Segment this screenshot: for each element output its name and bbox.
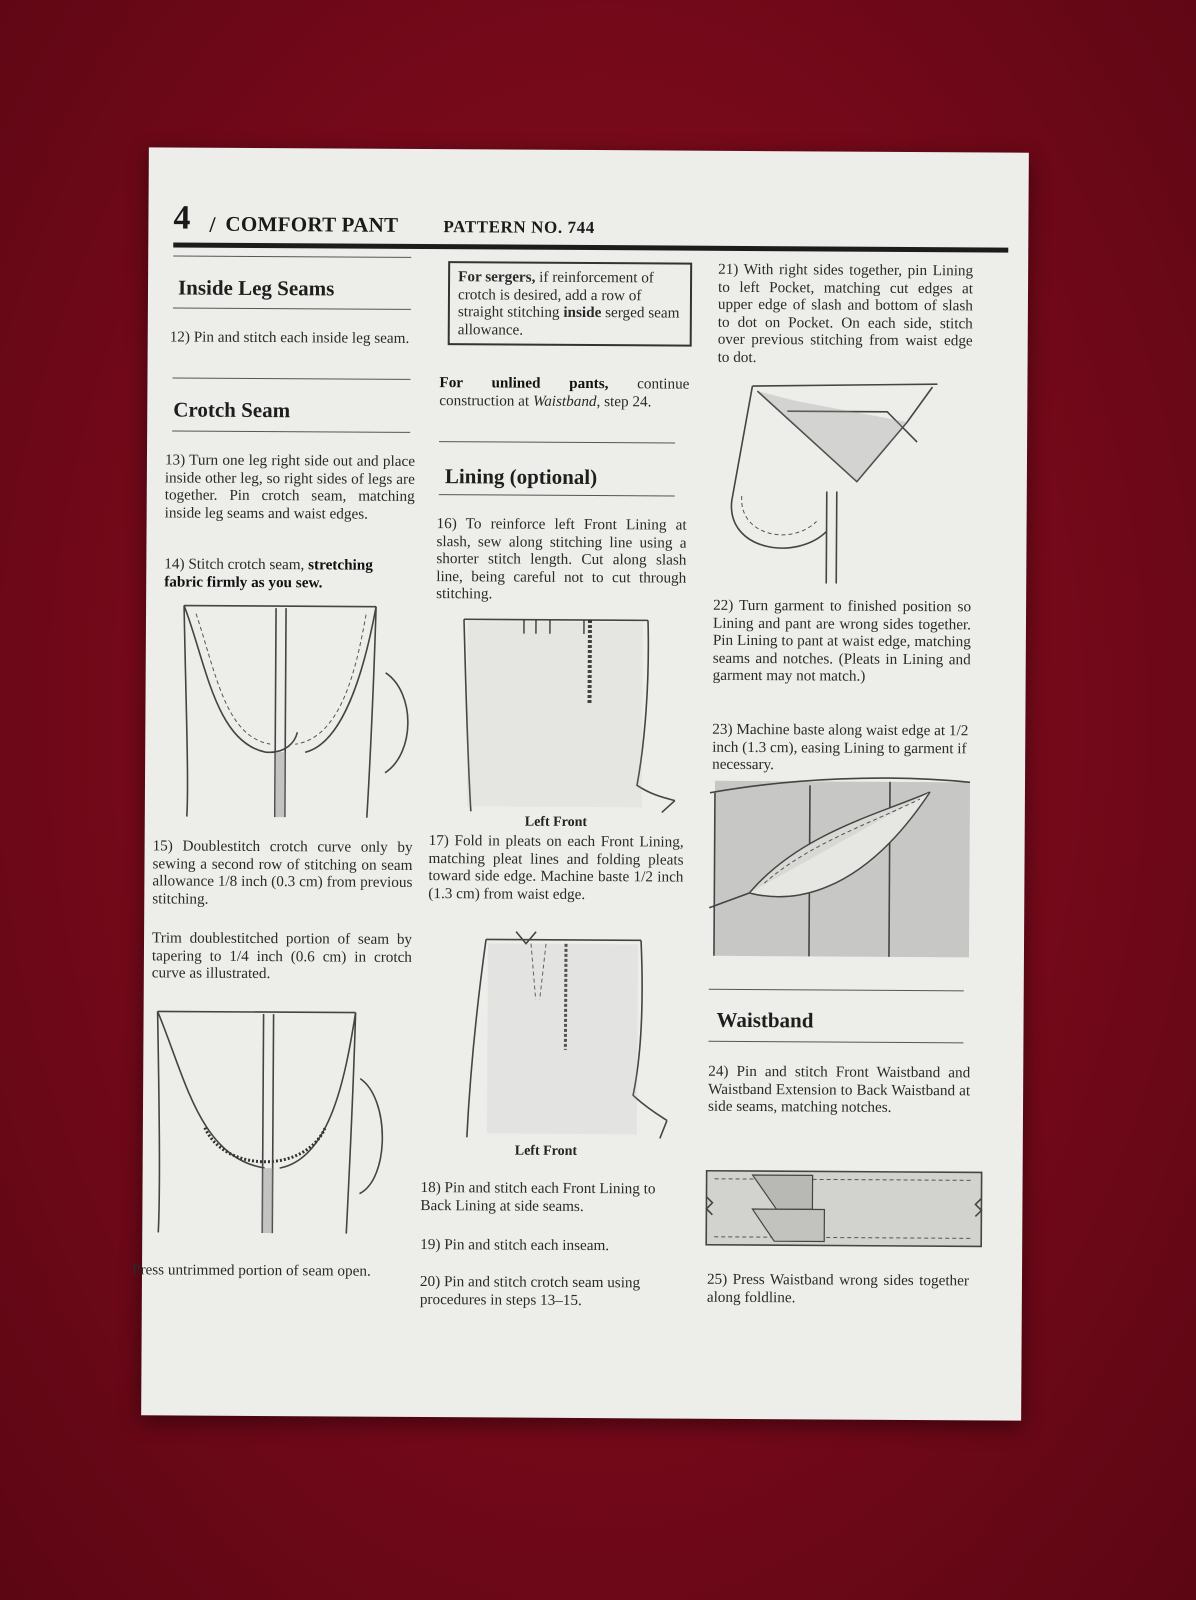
step-21-text: 21) With right sides together, pin Lining to left Pocket, matching cut edges at upper edge of slash and bottom of slash to dot on Pocket. On each side, stitch over previous stitching from waist edge to dot. [717, 260, 974, 366]
unlined-pants-text: For unlined pants, continue construction at Waistband, step 24. [439, 374, 690, 410]
step-13-text: 13) Turn one leg right side out and place inside other leg, so right sides of legs are together. Pin crotch seam, matching inside leg seams and waist edges. [164, 451, 416, 523]
header-slash: / [209, 211, 216, 237]
page-number: 4 [173, 199, 191, 237]
divider [173, 255, 411, 257]
step-17-text: 17) Fold in pleats on each Front Lining, matching pleat lines and folding pleats toward side edge. Machine baste 1/2 inch (1.3 cm) from waist edge. [428, 832, 684, 903]
step-22-text: 22) Turn garment to finished position so Lining and pant are wrong sides together. Pin Lining to pant at waist edge, matching seams and notches. (Pleats in Lining and garment may not match.) [712, 596, 972, 685]
press-text: Press untrimmed portion of seam open. [131, 1261, 371, 1280]
heading-lining-optional: Lining (optional) [444, 464, 598, 490]
heading-waistband: Waistband [716, 1007, 814, 1033]
step-23-text: 23) Machine baste along waist edge at 1/2 inch (1.3 cm), easing Lining to garment if necessary. [712, 720, 969, 774]
divider [708, 1041, 963, 1044]
waist-baste-illustration [709, 773, 975, 960]
heading-crotch-seam: Crotch Seam [173, 397, 291, 423]
instruction-sheet [131, 147, 1029, 1420]
crotch-seam-illustration [175, 601, 406, 817]
divider [709, 989, 964, 992]
pleated-lining-illustration [455, 939, 676, 1140]
trimmed-seam-illustration [154, 1007, 395, 1233]
pattern-number: PATTERN NO. 744 [443, 217, 595, 238]
divider [172, 430, 410, 432]
step-15-text: 15) Doublestitch crotch curve only by sewing a second row of stitching on seam allowance 1/8 inch (0.3 cm) from previous stitching. [152, 837, 413, 908]
step-14-text: 14) Stitch crotch seam, stretching fabric firmly as you sew. [164, 555, 373, 591]
step-18-text: 18) Pin and stitch each Front Lining to Back Lining at side seams. [420, 1179, 656, 1215]
step-20-text: 20) Pin and stitch crotch seam using procedures in steps 13–15. [419, 1273, 641, 1309]
divider [173, 307, 411, 309]
step-25-text: 25) Press Waistband wrong sides together along foldline. [706, 1270, 970, 1306]
step-24-text: 24) Pin and stitch Front Waistband and Waistband Extension to Back Waistband at side seams, matching notches. [707, 1062, 971, 1116]
page-title: COMFORT PANT [225, 211, 399, 237]
waistband-illustration [704, 1169, 986, 1249]
header-rule [173, 242, 1008, 252]
page-header [173, 199, 1008, 254]
sergers-note-box: For sergers, if reinforcement of crotch is desired, add a row of straight stitching inside serged seam allowance. [448, 261, 693, 346]
pocket-lining-illustration [716, 381, 937, 587]
caption-left-front-1: Left Front [524, 814, 588, 831]
caption-left-front-2: Left Front [514, 1143, 578, 1159]
step-16-text: 16) To reinforce left Front Lining at slash, sew along stitching line using a shorter stitch length. Cut along slash line, being careful not to cut through stitching. [436, 515, 687, 603]
trim-text: Trim doublestitched portion of seam by tapering to 1/4 inch (0.6 cm) in crotch curve as illustrated. [151, 929, 413, 983]
step-19-text: 19) Pin and stitch each inseam. [420, 1236, 610, 1255]
left-front-lining-illustration [457, 619, 678, 815]
divider [439, 494, 675, 496]
divider [439, 441, 675, 443]
divider [172, 377, 410, 379]
heading-inside-leg-seams: Inside Leg Seams [177, 275, 335, 301]
step-12-text: 12) Pin and stitch each inside leg seam. [169, 328, 410, 347]
